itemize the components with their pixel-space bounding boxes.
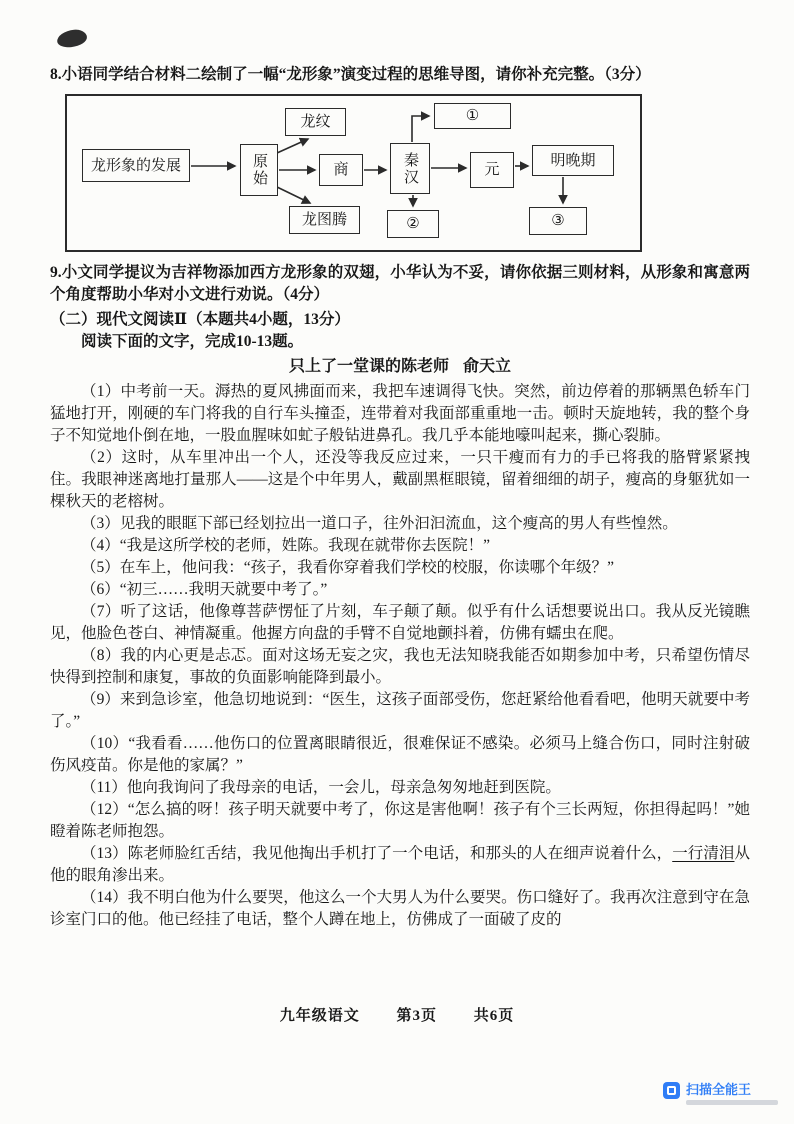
camscanner-subtext-bar: [686, 1100, 778, 1105]
underlined-phrase: 一行清泪: [672, 845, 735, 862]
paragraph-2: （2）这时，从车里冲出一个人，还没等我反应过来，一只干瘦而有力的手已将我的胳臂紧紧拽住。我眼神迷离地打量那人——这是个中年男人，戴副黑框眼镜，留着细细的胡子，瘦高的身躯犹如一棵秋天的老榕树。: [50, 449, 750, 510]
author-name: 俞天立: [463, 358, 512, 375]
paragraph-6: （6）“初三……我明天就要中考了。”: [81, 581, 328, 598]
paragraph-10: （10）“我看看……他伤口的位置离眼睛很近，很难保证不感染。必须马上缝合伤口，同时注射破伤风疫苗。你是他的家属？”: [50, 735, 750, 774]
paragraph-8: （8）我的内心更是忐忑。面对这场无妄之灾，我也无法知晓我能否如期参加中考，只希望伤情尽快得到控制和康复，事故的负面影响能降到最小。: [50, 647, 750, 686]
page-content: [50, 64, 750, 931]
paragraph-14: （14）我不明白他为什么要哭，他这么一个大男人为什么要哭。伤口缝好了。我再次注意到守在急诊室门口的他。他已经挂了电话，整个人蹲在地上，仿佛成了一面破了皮的: [50, 889, 750, 928]
ink-smudge: [56, 28, 88, 48]
paragraph-12: （12）“怎么搞的呀！孩子明天就要中考了，你这是害他啊！孩子有个三长两短，你担得起吗！”她瞪着陈老师抱怨。: [50, 801, 750, 840]
paragraph-13-post: 从他的眼角渗出来。: [50, 845, 750, 884]
node-late-ming: 明晚期: [532, 145, 614, 176]
paragraph-1: （1）中考前一天。溽热的夏风拂面而来，我把车速调得飞快。突然，前边停着的那辆黑色轿车门猛地打开，刚硬的车门将我的自行车头撞歪，连带着对我面部重重地一击。顿时天旋地转，我的整个身子不知觉地仆倒在地，一股血腥味如虻子般钻进鼻孔。我几乎本能地嚎叫起来，撕心裂肺。: [50, 383, 750, 444]
node-longwen: 龙纹: [285, 108, 346, 136]
node-blank-2: ②: [387, 210, 439, 238]
camscanner-icon: [663, 1082, 680, 1099]
paragraph-4: （4）“我是这所学校的老师，姓陈。我现在就带你去医院！”: [81, 537, 491, 554]
node-yuan: 元: [470, 152, 514, 188]
paragraph-11: （11）他向我询问了我母亲的电话，一会儿，母亲急匆匆地赶到医院。: [81, 779, 561, 796]
paragraph-7: （7）听了这话，他像尊菩萨愣怔了片刻，车子颠了颠。似乎有什么话想要说出口。我从反光镜瞧见，他脸色苍白、神情凝重。他握方向盘的手臂不自觉地颤抖着，仿佛有蠕虫在爬。: [50, 603, 750, 642]
paragraph-13: [50, 843, 750, 887]
reading-instruction: 阅读下面的文字，完成10-13题。: [81, 333, 304, 350]
paragraph-13-pre: （13）陈老师脸红舌结，我见他掏出手机打了一个电话，和那头的人在细声说着什么，: [81, 845, 673, 862]
question-9: 9.小文同学提议为吉祥物添加西方龙形象的双翅，小华认为不妥，请你依据三则材料，从形象和寓意两个角度帮助小华对小文进行劝说。（4分）: [50, 264, 750, 303]
node-blank-1: ①: [434, 103, 511, 129]
node-qinhan: 秦汉: [390, 143, 430, 194]
camscanner-brand: 扫描全能王: [686, 1082, 752, 1097]
node-primitive: 原始: [240, 144, 278, 196]
title-text: 只上了一堂课的陈老师: [288, 358, 449, 375]
question-8: 8.小语同学结合材料二绘制了一幅“龙形象”演变过程的思维导图，请你补充完整。（3分）: [50, 66, 651, 83]
footer-page-number: 第3页: [396, 1008, 437, 1024]
paragraph-3: （3）见我的眼眶下部已经划拉出一道口子，往外汩汩流血，这个瘦高的男人有些惶然。: [81, 515, 678, 532]
footer-total-pages: 共6页: [473, 1008, 515, 1024]
section-header: （二）现代文阅读Ⅱ（本题共4小题，13分）: [50, 311, 350, 328]
node-blank-3: ③: [529, 207, 587, 235]
node-shang: 商: [319, 154, 363, 186]
dragon-mindmap-diagram: [65, 94, 642, 252]
page-footer: [0, 1004, 794, 1025]
camscanner-watermark: [663, 1082, 778, 1105]
article-title: [50, 355, 750, 379]
paragraph-9: （9）来到急诊室，他急切地说到：“医生，这孩子面部受伤，您赶紧给他看看吧，他明天就要中考了。”: [50, 691, 750, 730]
footer-course: 九年级语文: [279, 1008, 360, 1024]
node-totem: 龙图腾: [289, 206, 360, 234]
paragraph-5: （5）在车上，他问我：“孩子，我看你穿着我们学校的校服，你读哪个年级？”: [81, 559, 615, 576]
node-development: 龙形象的发展: [82, 149, 190, 182]
